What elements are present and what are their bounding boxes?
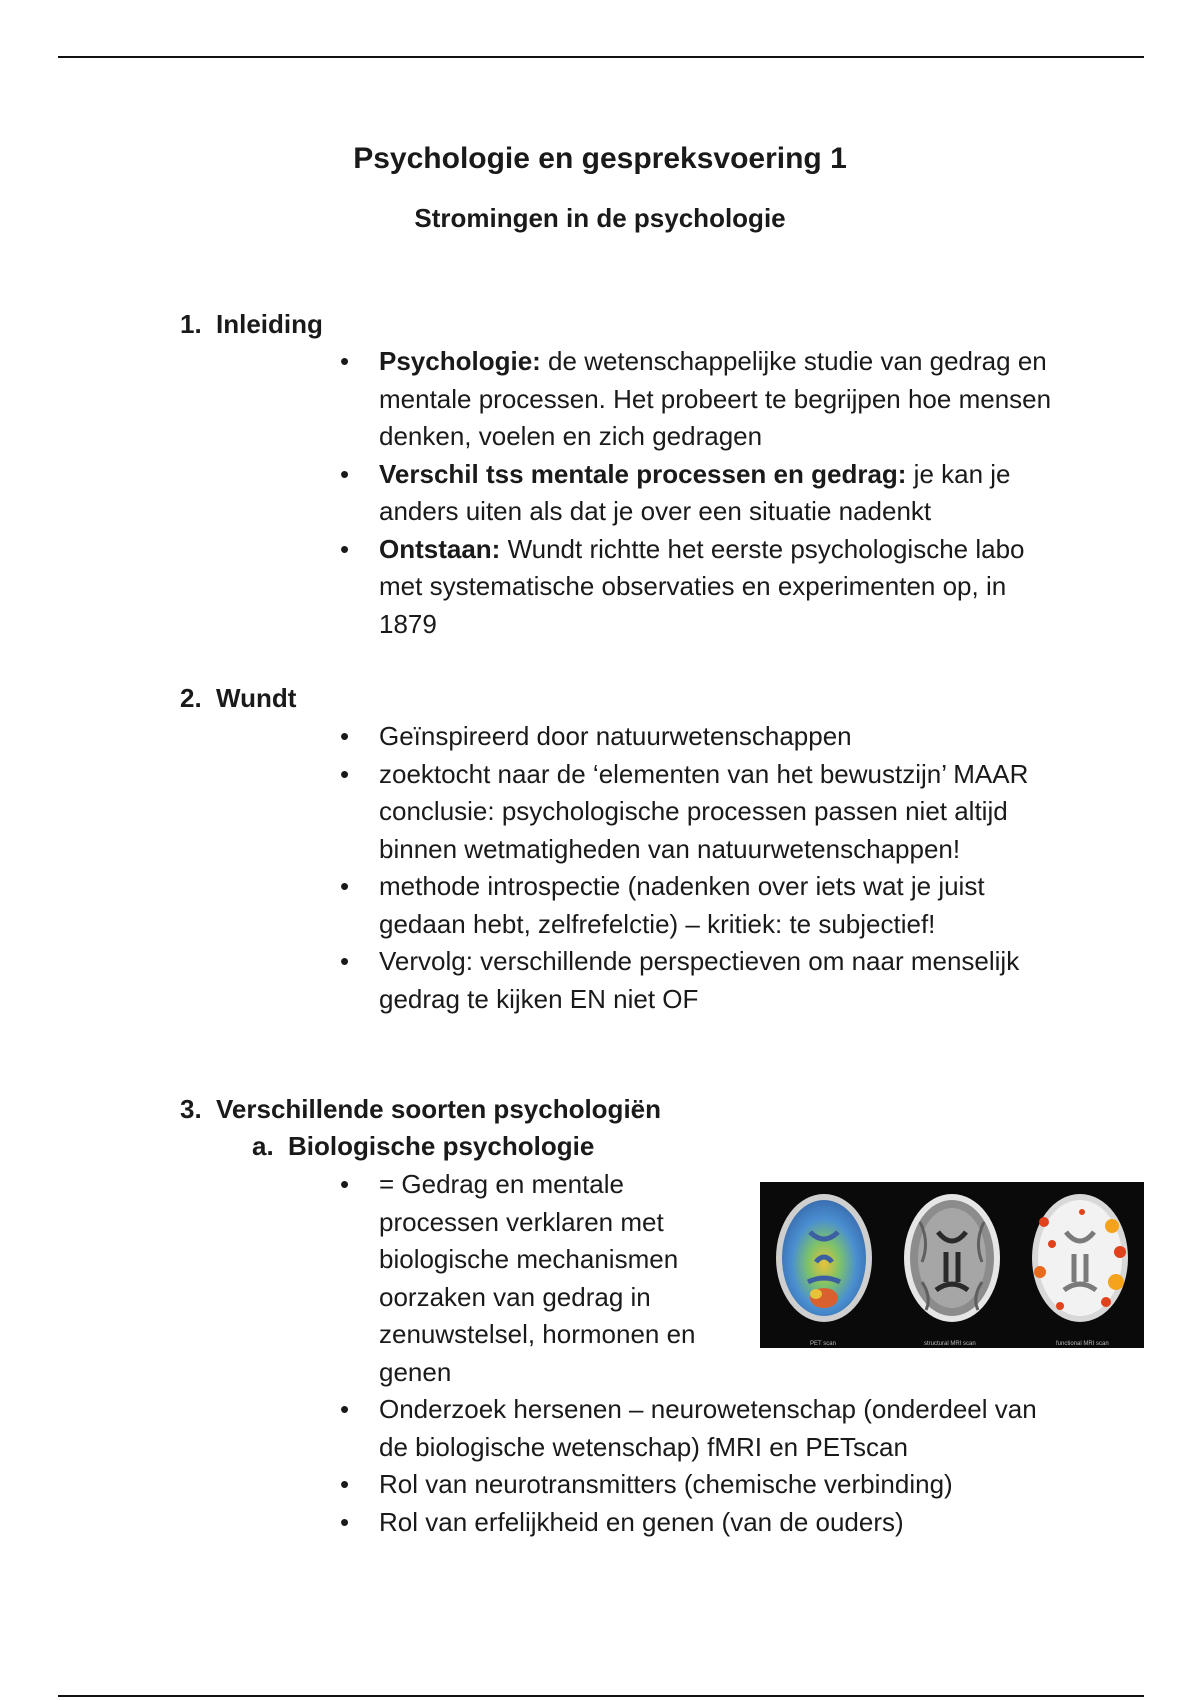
bottom-rule [58, 1695, 1144, 1697]
bullet-list-biologische-intro [340, 1166, 735, 1391]
bullet-term: Verschil tss mentale processen en gedrag: [379, 458, 907, 489]
bullet-term: Psychologie: [379, 346, 541, 376]
section-number: 1. [180, 309, 202, 339]
page-subtitle: Stromingen in de psychologie [414, 203, 786, 233]
section-number: 2. [180, 683, 202, 713]
list-item: • methode introspectie (nadenken over iets wat je juist gedaan hebt, zelfrefelctie) – kritiek: te subjectief! [340, 868, 1052, 943]
brain-scans-image [760, 1182, 1144, 1348]
list-item: • = Gedrag en mentale processen verklaren met biologische mechanismen oorzaken van gedrag in zenuwstelsel, hormonen en genen [340, 1166, 735, 1391]
structural-mri-graphic [904, 1194, 1000, 1322]
list-item: • Geïnspireerd door natuurwetenschappen [340, 718, 1052, 756]
bullet-list-biologische [340, 1391, 1052, 1541]
list-item: • Rol van erfelijkheid en genen (van de ouders) [340, 1504, 1052, 1542]
bullet-text: Wundt richtte het eerste psychologische labo met systematische observaties en experimenten op, in 1879 [379, 533, 1025, 639]
section-title: Wundt [216, 683, 297, 713]
page-title: Psychologie en gespreksvoering 1 [353, 142, 847, 175]
section-heading-inleiding [180, 306, 323, 344]
functional-mri-graphic [1032, 1194, 1128, 1322]
figure-caption-pet: PET scan [810, 1341, 836, 1347]
section-number: 3. [180, 1094, 202, 1124]
bullet-text: je kan je anders uiten als dat je over een situatie nadenkt [379, 458, 1011, 526]
figure-caption-structural-mri: structural MRI scan [924, 1341, 976, 1347]
section-heading-soorten [180, 1091, 661, 1129]
section-heading-wundt [180, 680, 296, 718]
subsection-letter: a. [252, 1131, 274, 1161]
list-item [340, 531, 1052, 644]
section-title: Verschillende soorten psychologiën [216, 1094, 662, 1124]
bullet-text: de wetenschappelijke studie van gedrag en mentale processen. Het probeert te begrijpen hoe mensen denken, voelen en zich gedragen [379, 346, 1052, 451]
list-item: • Rol van neurotransmitters (chemische verbinding) [340, 1466, 1052, 1504]
section-title: Inleiding [216, 309, 323, 339]
list-item: • Onderzoek hersenen – neurowetenschap (onderdeel van de biologische wetenschap) fMRI en PETscan [340, 1391, 1052, 1466]
brain-scan-figure [760, 1182, 1144, 1348]
list-item [340, 343, 1052, 456]
figure-caption-functional-mri: functional MRI scan [1056, 1341, 1109, 1347]
list-item [340, 456, 1052, 531]
bullet-term: Ontstaan: [379, 533, 501, 564]
bullet-list-inleiding [340, 343, 1052, 643]
top-rule [58, 56, 1144, 58]
subsection-title: Biologische psychologie [288, 1131, 595, 1161]
subsection-heading-biologische [252, 1128, 594, 1166]
list-item: • Vervolg: verschillende perspectieven om naar menselijk gedrag te kijken EN niet OF [340, 943, 1052, 1018]
bullet-list-wundt [340, 718, 1052, 1018]
pet-scan-graphic [776, 1194, 872, 1322]
list-item: • zoektocht naar de ‘elementen van het bewustzijn’ MAAR conclusie: psychologische processen passen niet altijd binnen wetmatigheden van natuurwetenschappen! [340, 756, 1052, 869]
